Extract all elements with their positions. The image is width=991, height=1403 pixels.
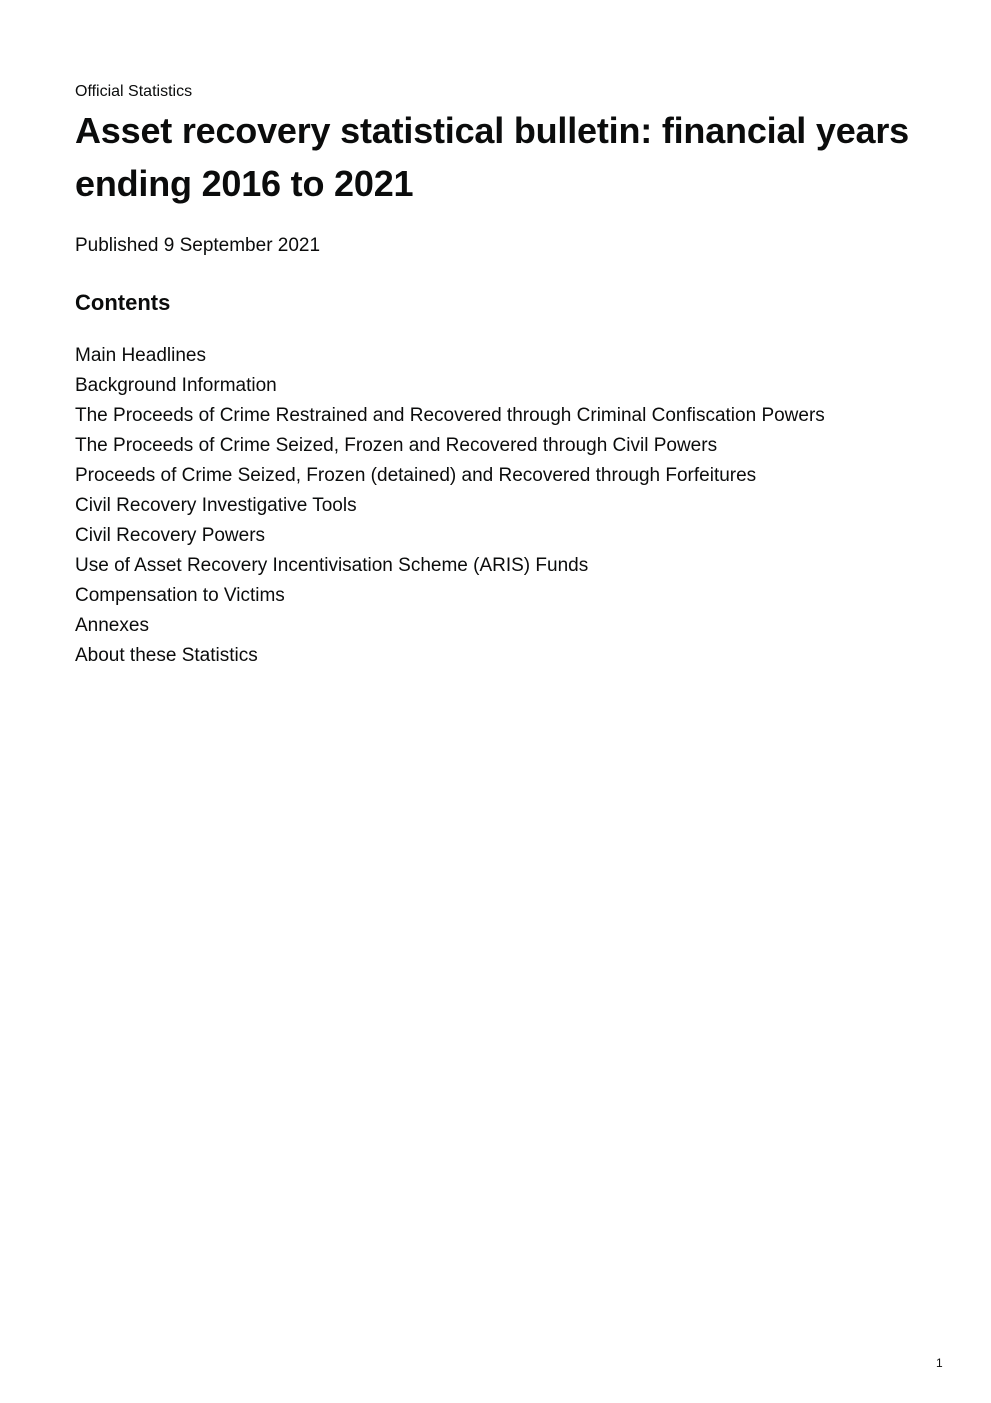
contents-item-investigative-tools[interactable]: Civil Recovery Investigative Tools: [75, 495, 357, 516]
contents-item-criminal-confiscation[interactable]: The Proceeds of Crime Restrained and Recovered through Criminal Confiscation Powers: [75, 405, 825, 426]
contents-item-civil-powers[interactable]: The Proceeds of Crime Seized, Frozen and Recovered through Civil Powers: [75, 435, 718, 456]
contents-item-compensation-to-victims[interactable]: Compensation to Victims: [75, 585, 285, 606]
contents-item-annexes[interactable]: Annexes: [75, 615, 149, 636]
page-number: 1: [936, 1356, 943, 1370]
contents-list: [75, 341, 825, 671]
document-type-label: Official Statistics: [75, 83, 193, 100]
document-title: Asset recovery statistical bulletin: financial years ending 2016 to 2021: [75, 110, 909, 204]
contents-item-aris-funds[interactable]: Use of Asset Recovery Incentivisation Scheme (ARIS) Funds: [75, 555, 589, 576]
contents-item-civil-recovery-powers[interactable]: Civil Recovery Powers: [75, 525, 266, 546]
contents-heading: Contents: [75, 290, 171, 315]
contents-item-forfeitures[interactable]: Proceeds of Crime Seized, Frozen (detained) and Recovered through Forfeitures: [75, 465, 757, 486]
contents-item-background-information[interactable]: Background Information: [75, 375, 277, 396]
published-date: Published 9 September 2021: [75, 235, 321, 256]
contents-item-about-these-statistics[interactable]: About these Statistics: [75, 645, 258, 666]
contents-item-main-headlines[interactable]: Main Headlines: [75, 345, 206, 366]
